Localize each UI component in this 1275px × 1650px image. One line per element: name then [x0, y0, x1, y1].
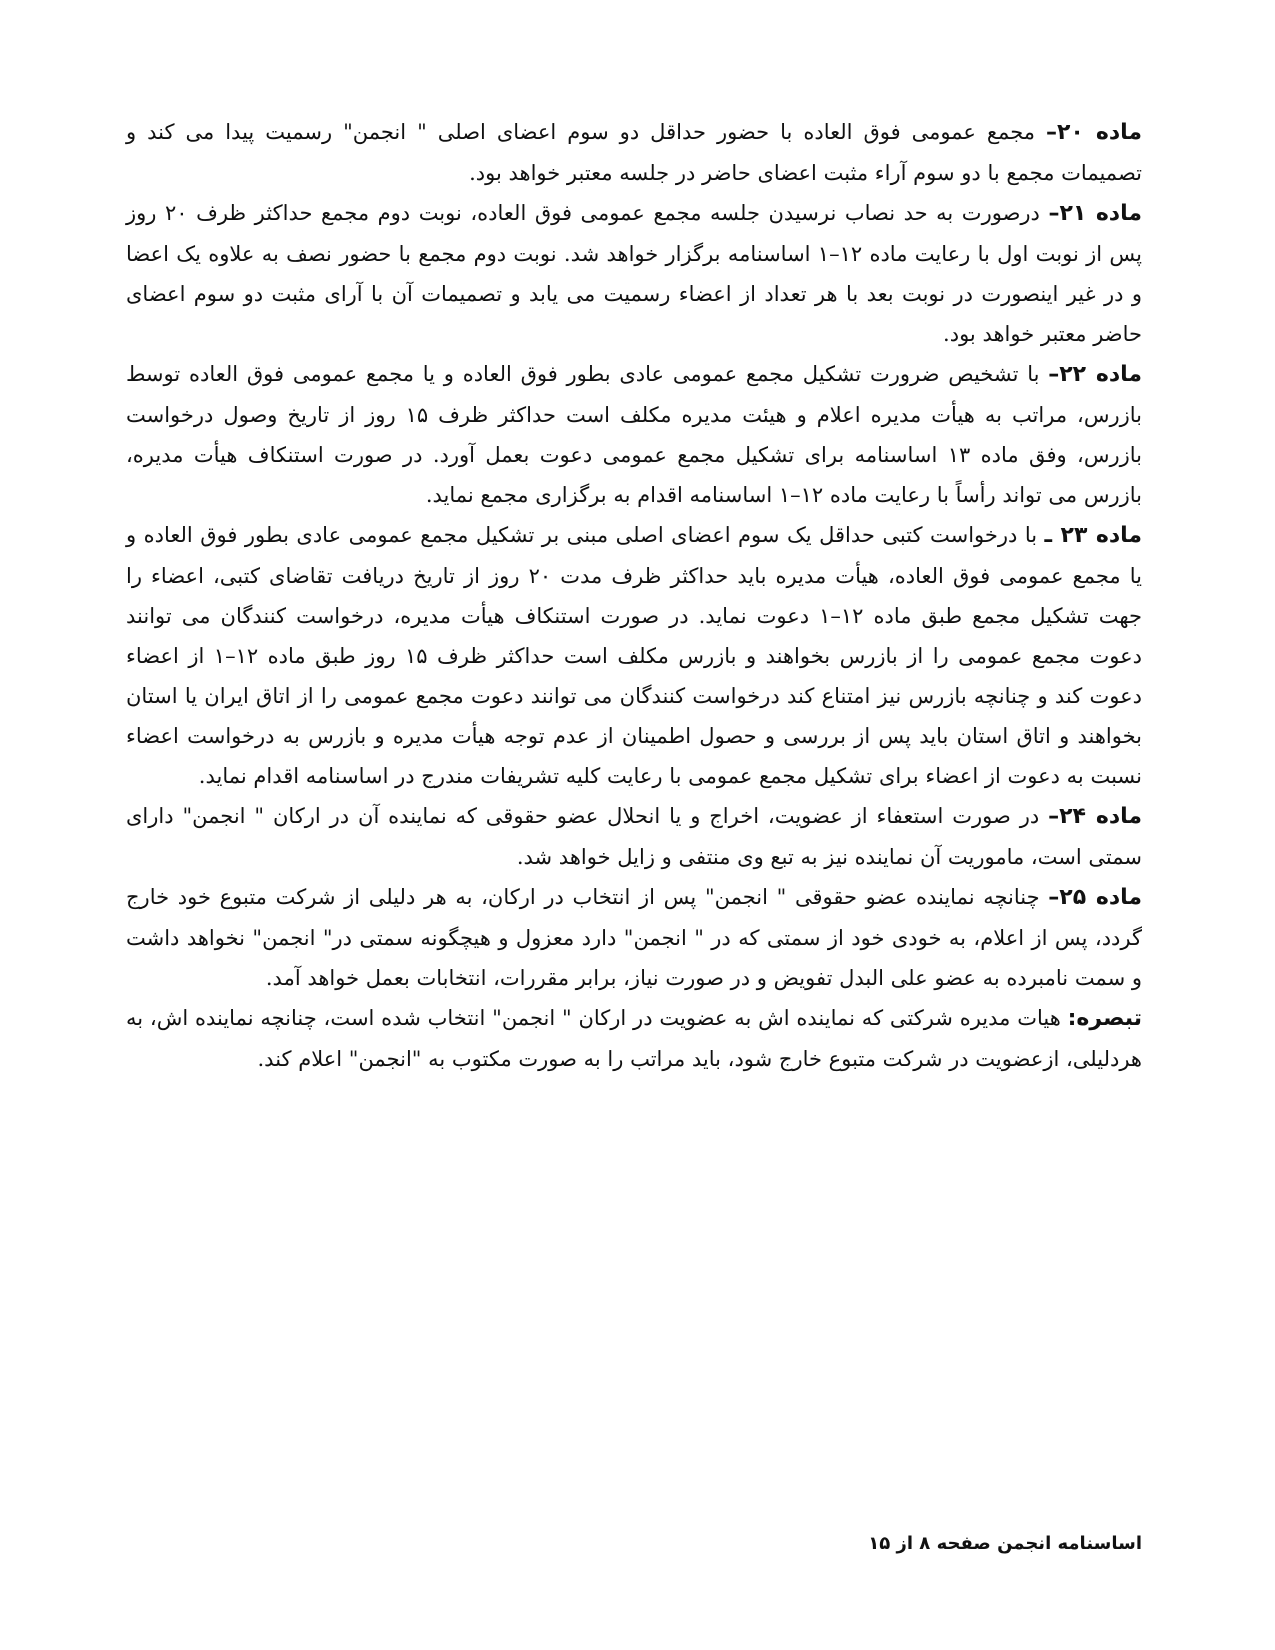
article-25-text: چنانچه نماینده عضو حقوقی " انجمن" پس از انتخاب در ارکان، به هر دلیلی از شرکت متبوع خود خارج گردد، پس از اعلام، به خودی خود از سمتی که در " انجمن" دارد معزول و هیچگونه سمتی در" انجمن" نخواهد داشت و سمت نامبرده به عضو علی البدل تفویض و در صورت نیاز، برابر مقررات، انتخابات بعمل خواهد آمد.: [126, 885, 1142, 990]
article-21: [126, 193, 1142, 354]
document-body: [126, 112, 1142, 1079]
article-25-title: ماده ۲۵–: [1048, 885, 1142, 910]
article-24-text: در صورت استعفاء از عضویت، اخراج و یا انحلال عضو حقوقی که نماینده آن در ارکان " انجمن" دارای سمتی است، ماموریت آن نماینده نیز به تبع وی منتفی و زایل خواهد شد.: [126, 804, 1142, 869]
article-23-title: ماده ۲۳ ـ: [1044, 523, 1143, 548]
article-20-text: مجمع عمومی فوق العاده با حضور حداقل دو سوم اعضای اصلی " انجمن" رسمیت پیدا می کند و تصمیمات مجمع با دو سوم آراء مثبت اعضای حاضر در جلسه معتبر خواهد بود.: [126, 120, 1142, 185]
note-text: هیات مدیره شرکتی که نماینده اش به عضویت در ارکان " انجمن" انتخاب شده است، چنانچه نماینده اش، به هردلیلی، ازعضویت در شرکت متبوع خارج شود، باید مراتب را به صورت مکتوب به "انجمن" اعلام کند.: [126, 1006, 1142, 1071]
article-24: [126, 796, 1142, 877]
article-25: [126, 877, 1142, 998]
page-footer: اساسنامه انجمن صفحه ۸ از ۱۵: [868, 1533, 1142, 1554]
article-22: [126, 354, 1142, 515]
article-23: [126, 515, 1142, 796]
article-22-title: ماده ۲۲–: [1048, 362, 1142, 387]
article-24-title: ماده ۲۴–: [1048, 804, 1142, 829]
note: [126, 998, 1142, 1079]
article-20: [126, 112, 1142, 193]
article-21-title: ماده ۲۱–: [1048, 201, 1142, 226]
note-title: تبصره:: [1067, 1006, 1142, 1031]
article-22-text: با تشخیص ضرورت تشکیل مجمع عمومی عادی بطور فوق العاده و یا مجمع عمومی فوق العاده توسط بازرس، مراتب به هیأت مدیره اعلام و هیئت مدیره مکلف است حداکثر ظرف ۱۵ روز از تاریخ وصول درخواست بازرس، وفق ماده ۱۳ اساسنامه برای تشکیل مجمع عمومی دعوت بعمل آورد. در صورت استنکاف هیأت مدیره، بازرس می تواند رأساً با رعایت ماده ۱۲–۱ اساسنامه اقدام به برگزاری مجمع نماید.: [126, 362, 1142, 507]
article-21-text: درصورت به حد نصاب نرسیدن جلسه مجمع عمومی فوق العاده، نوبت دوم مجمع حداکثر ظرف ۲۰ روز پس از نوبت اول با رعایت ماده ۱۲–۱ اساسنامه برگزار خواهد شد. نوبت دوم مجمع با حضور نصف به علاوه یک اعضا و در غیر اینصورت در نوبت بعد با هر تعداد از اعضاء رسمیت می یابد و تصمیمات آن با آرای مثبت دو سوم اعضای حاضر معتبر خواهد بود.: [126, 201, 1142, 346]
article-20-title: ماده ۲۰–: [1046, 120, 1142, 145]
article-23-text: با درخواست کتبی حداقل یک سوم اعضای اصلی مبنی بر تشکیل مجمع عمومی عادی بطور فوق العاده و یا مجمع عمومی فوق العاده، هیأت مدیره باید حداکثر ظرف مدت ۲۰ روز از تاریخ دریافت تقاضای کتبی، اعضاء را جهت تشکیل مجمع طبق ماده ۱۲–۱ دعوت نماید. در صورت استنکاف هیأت مدیره، درخواست کنندگان می توانند دعوت مجمع عمومی را از بازرس بخواهند و بازرس مکلف است حداکثر ظرف ۱۵ روز طبق ماده ۱۲–۱ از اعضاء دعوت کند و چنانچه بازرس نیز امتناع کند درخواست کنندگان می توانند دعوت مجمع عمومی را از اتاق ایران یا استان بخواهند و اتاق استان باید پس از بررسی و حصول اطمینان از عدم توجه هیأت مدیره و بازرس به درخواست اعضاء نسبت به دعوت از اعضاء برای تشکیل مجمع عمومی با رعایت کلیه تشریفات مندرج در اساسنامه اقدام نماید.: [126, 523, 1143, 788]
